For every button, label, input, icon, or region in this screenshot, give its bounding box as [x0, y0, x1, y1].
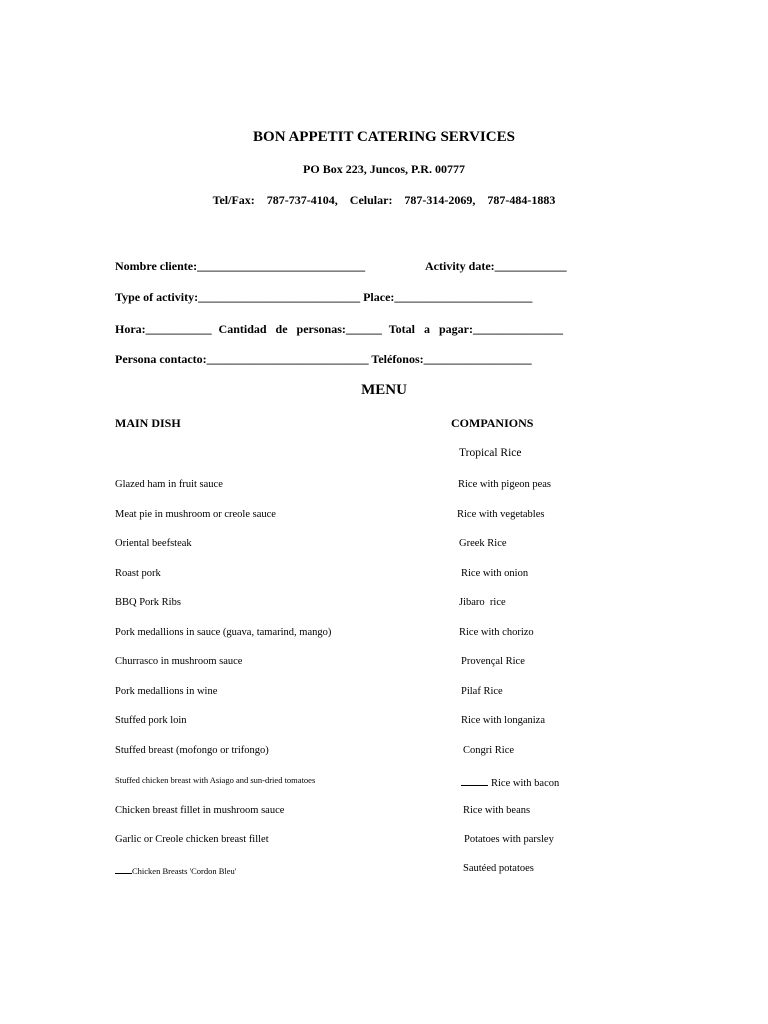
companion-item: Provençal Rice — [461, 656, 525, 667]
main-dish-item: Roast pork — [115, 568, 161, 579]
companion-label: Rice with bacon — [491, 778, 560, 789]
main-dish-item: Stuffed pork loin — [115, 715, 187, 726]
companion-item: Pilaf Rice — [461, 686, 503, 697]
companions-heading: COMPANIONS — [451, 416, 534, 430]
activity-date-field[interactable]: Activity date:____________ — [425, 259, 567, 273]
contact-person-field[interactable]: Persona contacto:___________________________ Teléfonos:__________________ — [115, 352, 532, 366]
client-name-field[interactable]: Nombre cliente:____________________________ — [115, 259, 366, 273]
main-dish-item: Pork medallions in wine — [115, 686, 218, 697]
company-name: BON APPETIT CATERING SERVICES — [253, 129, 515, 145]
main-dish-item: Stuffed chicken breast with Asiago and sun-dried tomatoes — [115, 775, 316, 785]
check-blank[interactable] — [115, 863, 132, 874]
cantidad-personas-field[interactable]: Cantidad de personas:______ — [218, 322, 382, 336]
companion-item: Congri Rice — [463, 745, 515, 756]
companion-item: Jibaro rice — [459, 597, 506, 608]
hora-field[interactable]: Hora:___________ — [115, 322, 212, 336]
main-dish-item: Oriental beefsteak — [115, 538, 192, 549]
main-dish-item: Pork medallions in sauce (guava, tamarind, mango) — [115, 627, 332, 638]
menu-title: MENU — [361, 382, 407, 398]
main-dish-heading: MAIN DISH — [115, 416, 181, 430]
company-address: PO Box 223, Juncos, P.R. 00777 — [303, 162, 465, 176]
companion-item: Rice with beans — [463, 805, 531, 816]
main-dish-item: Glazed ham in fruit sauce — [115, 479, 223, 490]
main-dish-item: Meat pie in mushroom or creole sauce — [115, 509, 276, 520]
companion-item: Rice with vegetables — [457, 509, 545, 520]
companion-item: Rice with onion — [461, 568, 529, 579]
companion-item: Tropical Rice — [459, 447, 522, 459]
main-dish-item: Stuffed breast (mofongo or trifongo) — [115, 745, 269, 756]
companion-item: Potatoes with parsley — [464, 834, 554, 845]
companion-item: Rice with longaniza — [461, 715, 545, 726]
activity-type-field[interactable]: Type of activity:___________________________ Place:_______________________ — [115, 290, 533, 304]
main-dish-item: Chicken breast fillet in mushroom sauce — [115, 805, 285, 816]
companion-item: Greek Rice — [459, 538, 507, 549]
main-dish-label: Chicken Breasts 'Cordon Bleu' — [132, 866, 237, 876]
main-dish-item-with-blank[interactable] — [115, 863, 236, 876]
main-dish-item: Churrasco in mushroom sauce — [115, 656, 243, 667]
companion-item: Rice with chorizo — [459, 627, 534, 638]
total-pagar-field[interactable]: Total a pagar:_______________ — [388, 322, 563, 336]
company-phones: Tel/Fax: 787-737-4104, Celular: 787-314-2069, 787-484-1883 — [212, 193, 556, 207]
main-dish-item: Garlic or Creole chicken breast fillet — [115, 834, 269, 845]
check-blank[interactable] — [461, 775, 488, 786]
companion-item: Rice with pigeon peas — [458, 479, 552, 490]
companion-item-with-blank[interactable] — [461, 775, 559, 789]
hora-row — [115, 322, 563, 337]
main-dish-item: BBQ Pork Ribs — [115, 597, 181, 608]
companion-item: Sautéed potatoes — [463, 863, 534, 874]
